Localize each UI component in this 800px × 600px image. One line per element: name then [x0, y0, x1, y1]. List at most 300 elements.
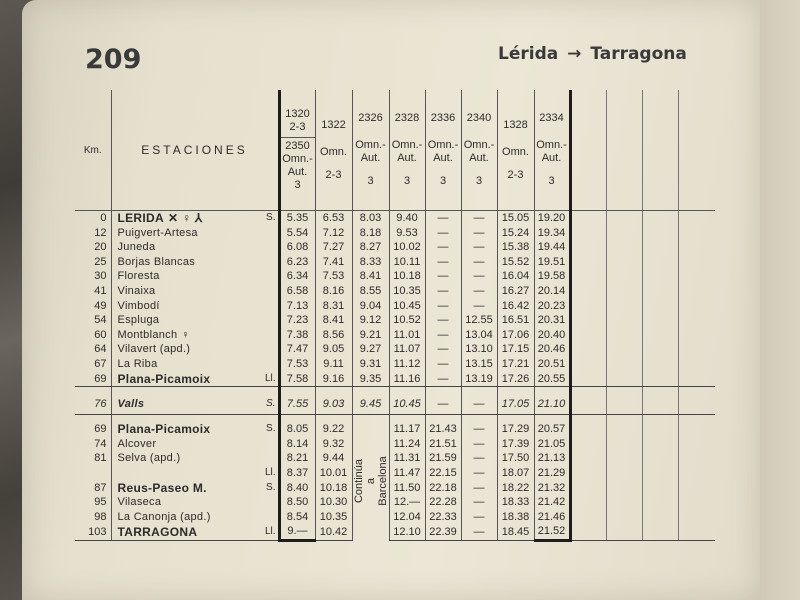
station-label: Vinaixa — [117, 284, 156, 297]
train-type-2: Omn.- Aut. — [282, 153, 313, 178]
empty-cell — [642, 510, 678, 525]
train-number: 2336 — [430, 112, 456, 124]
train-type: Omn.- Aut. — [355, 139, 386, 164]
departure-time: 6.58 — [279, 284, 315, 299]
spacer-cell — [425, 415, 461, 423]
empty-cell — [606, 524, 642, 540]
departure-time: 22.28 — [425, 495, 461, 510]
departure-time: 21.52 — [534, 524, 570, 540]
timetable-grid — [75, 90, 715, 542]
empty-cell — [642, 357, 678, 372]
empty-cell — [570, 437, 606, 452]
vertical-note-text: Continúa a Barcelona — [352, 456, 389, 507]
departure-time: 9.45 — [352, 394, 389, 415]
departure-time: 8.21 — [279, 451, 315, 466]
empty-cell — [642, 255, 678, 270]
timetable-row — [75, 372, 715, 387]
train-header-5 — [461, 90, 497, 211]
km-value: 25 — [94, 255, 107, 268]
train-header-7 — [534, 90, 570, 211]
empty-cell — [642, 240, 678, 255]
departure-time: 7.47 — [279, 342, 315, 357]
departure-time: 21.46 — [534, 510, 570, 525]
empty-cell — [642, 422, 678, 437]
station-label: Montblanch — [117, 328, 178, 341]
departure-time: 19.34 — [534, 226, 570, 241]
train-number: 2340 — [466, 112, 492, 124]
arrival-departure-mark: S. — [266, 481, 276, 493]
empty-cell — [678, 495, 715, 510]
timetable-row — [75, 481, 715, 496]
departure-time: — — [425, 299, 461, 314]
departure-time: 15.52 — [497, 255, 534, 270]
train-header-3 — [389, 90, 425, 211]
arrival-departure-mark — [261, 313, 279, 328]
departure-time: 10.02 — [389, 240, 425, 255]
departure-time: 10.45 — [389, 299, 425, 314]
empty-cell — [678, 284, 715, 299]
empty-cell — [606, 510, 642, 525]
empty-cell — [606, 437, 642, 452]
station-name — [111, 313, 261, 328]
departure-time: — — [425, 328, 461, 343]
spacer-cell — [389, 387, 425, 395]
station-name — [111, 342, 261, 357]
km-value: 54 — [94, 314, 107, 327]
empty-cell — [570, 299, 606, 314]
departure-time: 20.23 — [534, 299, 570, 314]
train-number: 1322 — [321, 118, 346, 131]
arrival-departure-mark — [261, 357, 279, 372]
timetable-row — [75, 357, 715, 372]
km-value: 69 — [75, 372, 111, 387]
departure-time: 17.50 — [497, 451, 534, 466]
departure-time: 9.11 — [315, 357, 352, 372]
departure-time: 6.34 — [279, 269, 315, 284]
train-class: 2-3 — [289, 121, 306, 133]
stations-header: ESTACIONES — [111, 90, 279, 211]
header-row — [75, 90, 715, 211]
empty-cell — [606, 328, 642, 343]
timetable-row — [75, 510, 715, 525]
departure-time: — — [461, 299, 497, 314]
station-label: Valls — [117, 398, 145, 411]
departure-time: — — [461, 269, 497, 284]
station-label: Reus-Paseo M. — [117, 480, 207, 495]
departure-time: 12.55 — [461, 313, 497, 328]
train-type: Omn.- Aut. — [536, 139, 567, 164]
empty-column-header — [606, 90, 642, 211]
departure-time: 8.27 — [352, 240, 389, 255]
empty-cell — [642, 372, 678, 387]
timetable-row — [75, 466, 715, 481]
empty-cell — [642, 466, 678, 481]
departure-time: 11.01 — [389, 328, 425, 343]
departure-time: 18.33 — [497, 495, 534, 510]
departure-time: 13.04 — [461, 328, 497, 343]
departure-time: 11.16 — [389, 372, 425, 387]
departure-time: 5.54 — [279, 226, 315, 241]
empty-cell — [678, 240, 715, 255]
spacer-cell — [279, 387, 315, 395]
departure-time: 13.10 — [461, 342, 497, 357]
station-label: Plana-Picamoix — [117, 422, 211, 437]
departure-time: 9.— — [279, 524, 315, 540]
km-value: 12 — [94, 226, 107, 239]
empty-cell — [570, 240, 606, 255]
empty-cell — [678, 481, 715, 496]
station-label: Vimbodí — [117, 299, 160, 312]
departure-time: 9.22 — [315, 422, 352, 437]
station-label: Puigvert-Artesa — [117, 226, 198, 239]
arrival-departure-mark — [261, 240, 279, 255]
departure-time: 9.32 — [315, 437, 352, 452]
continues-to-barcelona-note — [352, 422, 389, 540]
station-name — [111, 269, 261, 284]
departure-time: 7.12 — [315, 226, 352, 241]
departure-time: 18.38 — [497, 510, 534, 525]
departure-time: 11.31 — [389, 451, 425, 466]
arrival-departure-mark — [261, 226, 279, 241]
empty-cell — [606, 372, 642, 387]
departure-time: 9.12 — [352, 313, 389, 328]
departure-time: — — [461, 437, 497, 452]
spacer-cell — [261, 415, 279, 423]
departure-time: — — [425, 342, 461, 357]
train-class: 2-3 — [325, 168, 342, 181]
empty-cell — [570, 510, 606, 525]
empty-cell — [606, 284, 642, 299]
spacer-cell — [497, 415, 534, 423]
departure-time: 20.46 — [534, 342, 570, 357]
arrival-departure-mark: Ll. — [264, 466, 276, 478]
timetable-row — [75, 240, 715, 255]
empty-cell — [642, 342, 678, 357]
departure-time: 15.38 — [497, 240, 534, 255]
empty-cell — [678, 211, 715, 226]
train-type: Omn. — [320, 145, 347, 158]
departure-time: — — [461, 226, 497, 241]
departure-time: 18.45 — [497, 524, 534, 540]
departure-time: 17.06 — [497, 328, 534, 343]
arrival-departure-mark — [261, 495, 279, 510]
km-value: 98 — [94, 510, 107, 523]
departure-time: 8.37 — [279, 466, 315, 481]
arrival-departure-mark — [261, 510, 279, 525]
empty-cell — [570, 372, 606, 387]
departure-time: — — [425, 255, 461, 270]
departure-time: 9.53 — [389, 226, 425, 241]
spacer-cell — [678, 387, 715, 395]
departure-time: 13.15 — [461, 357, 497, 372]
departure-time: 15.05 — [497, 211, 534, 226]
departure-time: 7.53 — [315, 269, 352, 284]
station-name — [111, 372, 261, 387]
departure-time: 8.56 — [315, 328, 352, 343]
station-label: La Riba — [117, 357, 158, 370]
train-class: 3 — [548, 175, 555, 187]
departure-time: 11.12 — [389, 357, 425, 372]
route-arrow: → — [567, 44, 582, 64]
departure-time: 7.27 — [315, 240, 352, 255]
empty-cell — [606, 342, 642, 357]
empty-cell — [570, 524, 606, 540]
departure-time: 9.05 — [315, 342, 352, 357]
timetable-row — [75, 437, 715, 452]
empty-cell — [570, 342, 606, 357]
empty-cell — [642, 524, 678, 540]
station-label: Plana-Picamoix — [117, 371, 211, 386]
arrival-departure-mark — [261, 328, 279, 343]
spacer-cell — [425, 387, 461, 395]
route-title — [498, 44, 687, 64]
departure-time: — — [461, 466, 497, 481]
departure-time: 8.18 — [352, 226, 389, 241]
empty-cell — [642, 299, 678, 314]
station-name — [111, 394, 261, 415]
empty-cell — [570, 495, 606, 510]
train-class: 3 — [439, 175, 447, 187]
spacer-cell — [497, 387, 534, 395]
departure-time: 8.03 — [352, 211, 389, 226]
train-class: 2-3 — [507, 168, 524, 181]
departure-time: 9.31 — [352, 357, 389, 372]
departure-time: 7.13 — [279, 299, 315, 314]
spacer-cell — [75, 387, 111, 395]
train-type: Omn.- Aut. — [463, 139, 495, 164]
departure-time: 21.13 — [534, 451, 570, 466]
departure-time: — — [461, 495, 497, 510]
empty-cell — [642, 269, 678, 284]
departure-time: 17.39 — [497, 437, 534, 452]
empty-cell — [642, 284, 678, 299]
departure-time: 16.51 — [497, 313, 534, 328]
departure-time: 9.21 — [352, 328, 389, 343]
departure-time: 20.31 — [534, 313, 570, 328]
train-type: Omn. — [502, 145, 529, 158]
spacer-cell — [352, 415, 389, 423]
departure-time: 20.40 — [534, 328, 570, 343]
departure-time: 10.18 — [389, 269, 425, 284]
spacer-cell — [352, 387, 389, 395]
departure-time: — — [425, 269, 461, 284]
departure-time: 17.29 — [497, 422, 534, 437]
spacer-cell — [642, 415, 678, 423]
empty-cell — [606, 394, 642, 415]
departure-time: 18.22 — [497, 481, 534, 496]
departure-time: — — [425, 394, 461, 415]
timetable-row — [75, 328, 715, 343]
empty-cell — [642, 211, 678, 226]
departure-time: — — [461, 255, 497, 270]
empty-cell — [570, 422, 606, 437]
timetable-row — [75, 394, 715, 415]
departure-time: 8.55 — [352, 284, 389, 299]
departure-time: 8.05 — [279, 422, 315, 437]
empty-cell — [570, 394, 606, 415]
train-type: Omn.- Aut. — [391, 139, 423, 164]
empty-cell — [606, 226, 642, 241]
departure-time: 15.24 — [497, 226, 534, 241]
departure-time: 10.42 — [315, 524, 352, 540]
spacer-cell — [111, 387, 261, 395]
station-services-symbols: ♀ — [181, 328, 190, 341]
departure-time: 9.16 — [315, 372, 352, 387]
km-value: 20 — [94, 241, 107, 254]
departure-time: 9.35 — [352, 372, 389, 387]
departure-time: — — [461, 394, 497, 415]
empty-cell — [570, 226, 606, 241]
departure-time: — — [461, 422, 497, 437]
empty-cell — [678, 422, 715, 437]
departure-time: 20.57 — [534, 422, 570, 437]
station-name — [111, 299, 261, 314]
departure-time: 21.10 — [534, 394, 570, 415]
km-value: 69 — [94, 423, 107, 436]
station-services-symbols: ✕ ♀ ⅄ — [167, 211, 203, 225]
departure-time: 21.43 — [425, 422, 461, 437]
departure-time: 19.44 — [534, 240, 570, 255]
empty-cell — [570, 451, 606, 466]
departure-time: 11.24 — [389, 437, 425, 452]
station-name — [111, 451, 261, 466]
departure-time: 11.47 — [389, 466, 425, 481]
timetable-row — [75, 299, 715, 314]
spacer-cell — [461, 387, 497, 395]
empty-cell — [606, 299, 642, 314]
empty-cell — [678, 313, 715, 328]
empty-cell — [606, 313, 642, 328]
empty-cell — [642, 328, 678, 343]
km-value: 64 — [94, 343, 107, 356]
arrival-departure-mark — [261, 284, 279, 299]
station-name — [111, 357, 261, 372]
empty-column-header — [678, 90, 715, 211]
departure-time: 10.35 — [389, 284, 425, 299]
departure-time: 9.04 — [352, 299, 389, 314]
departure-time: 8.50 — [279, 495, 315, 510]
departure-time: 8.54 — [279, 510, 315, 525]
departure-time: — — [461, 451, 497, 466]
departure-time: 17.15 — [497, 342, 534, 357]
train-class: 3 — [403, 175, 411, 187]
departure-time: 7.38 — [279, 328, 315, 343]
page-number: 209 — [85, 44, 142, 75]
empty-cell — [642, 226, 678, 241]
departure-time: 10.30 — [315, 495, 352, 510]
departure-time: 8.14 — [279, 437, 315, 452]
arrival-departure-mark: S. — [266, 423, 276, 435]
empty-cell — [570, 328, 606, 343]
km-value: 30 — [94, 270, 107, 283]
empty-cell — [606, 451, 642, 466]
departure-time: 9.44 — [315, 451, 352, 466]
departure-time: 11.07 — [389, 342, 425, 357]
station-label: Floresta — [117, 270, 160, 283]
km-value: 60 — [94, 328, 107, 341]
departure-time: 20.55 — [534, 372, 570, 387]
empty-cell — [606, 357, 642, 372]
train-header-2 — [352, 90, 389, 211]
departure-time: 12.10 — [389, 524, 425, 540]
departure-time: 8.40 — [279, 481, 315, 496]
departure-time: 7.23 — [279, 313, 315, 328]
empty-cell — [606, 495, 642, 510]
section-spacer — [75, 387, 715, 395]
empty-cell — [570, 313, 606, 328]
km-value: 87 — [94, 481, 107, 494]
departure-time: 8.41 — [352, 269, 389, 284]
departure-time: 21.51 — [425, 437, 461, 452]
empty-column-header — [570, 90, 606, 211]
empty-cell — [570, 481, 606, 496]
station-name — [111, 328, 261, 343]
arrival-departure-mark: S. — [261, 394, 279, 415]
arrival-departure-mark — [261, 255, 279, 270]
departure-time: — — [461, 211, 497, 226]
departure-time: 22.15 — [425, 466, 461, 481]
km-value: 67 — [94, 357, 107, 370]
km-value: 76 — [75, 394, 111, 415]
departure-time: 11.17 — [389, 422, 425, 437]
departure-time: 21.59 — [425, 451, 461, 466]
spacer-cell — [461, 415, 497, 423]
empty-cell — [606, 481, 642, 496]
train-number: 2328 — [394, 112, 420, 124]
station-label: Alcover — [117, 437, 157, 450]
departure-time: 16.42 — [497, 299, 534, 314]
departure-time: 10.52 — [389, 313, 425, 328]
departure-time: — — [425, 372, 461, 387]
station-label: La Canonja (apd.) — [117, 510, 211, 523]
departure-time: — — [425, 313, 461, 328]
km-value: 41 — [94, 284, 107, 297]
timetable-row — [75, 255, 715, 270]
departure-time: — — [461, 510, 497, 525]
spacer-cell — [75, 415, 111, 423]
spacer-cell — [111, 415, 261, 423]
train-number: 2334 — [539, 112, 564, 124]
departure-time: 6.53 — [315, 211, 352, 226]
station-name — [111, 524, 261, 540]
station-label: TARRAGONA — [117, 524, 198, 539]
arrival-departure-mark: S. — [266, 212, 276, 223]
departure-time: 10.45 — [389, 394, 425, 415]
km-value: 74 — [94, 437, 107, 450]
timetable-row — [75, 524, 715, 540]
timetable-row — [75, 269, 715, 284]
departure-time: — — [425, 284, 461, 299]
timetable-row — [75, 284, 715, 299]
departure-time: 19.58 — [534, 269, 570, 284]
departure-time: — — [461, 524, 497, 540]
empty-cell — [678, 394, 715, 415]
departure-time: 10.18 — [315, 481, 352, 496]
timetable-row — [75, 342, 715, 357]
train-number: 2326 — [358, 112, 383, 124]
station-name — [111, 240, 261, 255]
departure-time: 7.41 — [315, 255, 352, 270]
route-from: Lérida — [498, 44, 559, 64]
empty-cell — [570, 269, 606, 284]
empty-cell — [570, 357, 606, 372]
station-name — [111, 495, 261, 510]
timetable — [75, 90, 715, 552]
empty-cell — [678, 269, 715, 284]
train-number: 1320 — [285, 108, 310, 120]
departure-time: 16.27 — [497, 284, 534, 299]
departure-time: 10.35 — [315, 510, 352, 525]
